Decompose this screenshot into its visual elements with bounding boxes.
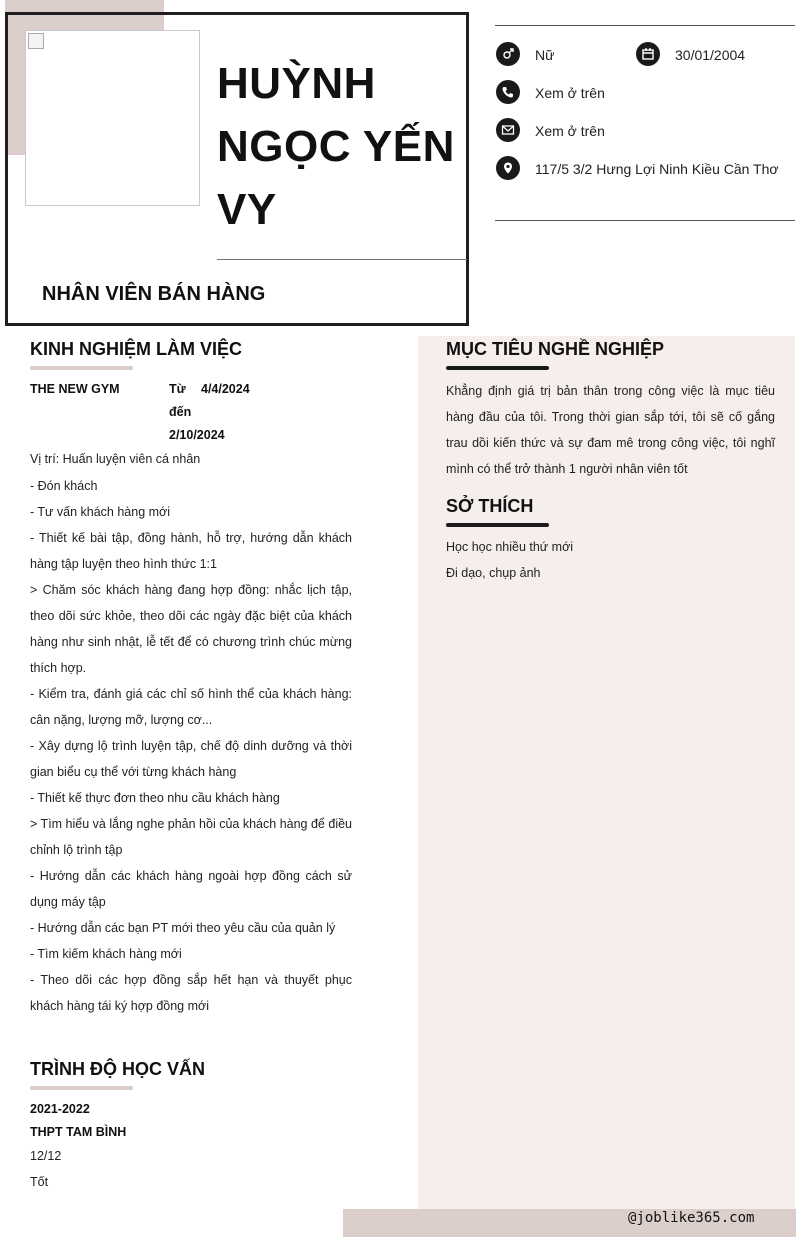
list-item: > Chăm sóc khách hàng đang hợp đồng: nhắc lịch tập, theo dõi sức khỏe, theo dõi các ngày đặc biệt của khách hàng như sinh nhật, lễ tết để có chương trình chúc mừng thích hợp. [30, 583, 352, 675]
objective-title: MỤC TIÊU NGHỀ NGHIỆP [446, 339, 665, 359]
birthday-value: 30/01/2004 [675, 47, 746, 63]
section-underline [30, 366, 133, 370]
date-to: 2/10/2024 [169, 428, 225, 442]
list-item: - Thiết kế bài tập, đồng hành, hỗ trợ, hướng dẫn khách hàng tập luyện theo hình thức 1:1 [30, 531, 352, 571]
list-item: - Tư vấn khách hàng mới [30, 505, 171, 519]
section-underline [446, 366, 549, 370]
calendar-icon [636, 42, 660, 66]
hobbies-title: SỞ THÍCH [446, 496, 534, 516]
school-name: THPT TAM BÌNH [30, 1125, 127, 1139]
gender-value: Nữ [535, 47, 555, 63]
education-title: TRÌNH ĐỘ HỌC VẤN [30, 1059, 205, 1079]
divider [495, 25, 795, 26]
position: Vị trí: Huấn luyện viên cá nhân [30, 452, 201, 466]
list-item: - Hướng dẫn các khách hàng ngoài hợp đồng cách sử dụng máy tập [30, 869, 352, 909]
hobby-item: Đi dạo, chụp ảnh [446, 566, 541, 580]
gender-icon [496, 42, 520, 66]
email-value: Xem ở trên [535, 123, 605, 139]
location-icon [496, 156, 520, 180]
divider [495, 220, 795, 221]
phone-value: Xem ở trên [535, 85, 605, 101]
experience-title: KINH NGHIỆM LÀM VIỆC [30, 339, 243, 359]
section-underline [446, 523, 549, 527]
job-title: NHÂN VIÊN BÁN HÀNG [42, 283, 266, 305]
list-item: - Xây dựng lộ trình luyện tập, chế độ dinh dưỡng và thời gian biểu cụ thể với từng khách hàng [30, 739, 352, 779]
date-from-label: Từ [169, 382, 186, 396]
email-icon [496, 118, 520, 142]
section-underline [30, 1086, 133, 1090]
hobby-item: Học học nhiều thứ mới [446, 540, 574, 554]
date-from: 4/4/2024 [201, 382, 250, 396]
footer-watermark: @joblike365.com [628, 1210, 755, 1226]
list-item: - Thiết kế thực đơn theo nhu cầu khách hàng [30, 791, 280, 805]
date-to-label: đến [169, 405, 192, 419]
list-item: - Hướng dẫn các bạn PT mới theo yêu cầu của quản lý [30, 921, 336, 935]
phone-icon [496, 80, 520, 104]
list-item: > Tìm hiểu và lắng nghe phản hồi của khách hàng để điều chỉnh lộ trình tập [30, 817, 352, 857]
list-item: - Tìm kiếm khách hàng mới [30, 947, 182, 961]
experience-list [30, 473, 352, 1019]
education-years: 2021-2022 [30, 1102, 90, 1116]
candidate-name: HUỲNH NGỌC YẾN VY [217, 59, 455, 234]
objective-text: Khẳng định giá trị bản thân trong công việc là mục tiêu hàng đầu của tôi. Trong thời gian sắp tới, tôi sẽ cố gắng trau dồi kiến thức và sự đam mê trong công việc, tôi nghĩ mình có thể trở thành 1 người nhân viên tốt [446, 384, 775, 476]
list-item: - Theo dõi các hợp đồng sắp hết hạn và thuyết phục khách hàng tái ký hợp đồng mới [30, 973, 352, 1013]
education-grade: 12/12 [30, 1149, 62, 1163]
list-item: - Đón khách [30, 479, 98, 493]
address-value: 117/5 3/2 Hưng Lợi Ninh Kiều Cần Thơ [535, 161, 779, 177]
list-item: - Kiểm tra, đánh giá các chỉ số hình thể của khách hàng: cân nặng, lượng mỡ, lượng cơ... [30, 687, 352, 727]
divider [217, 259, 467, 260]
company-name: THE NEW GYM [30, 382, 120, 396]
education-result: Tốt [30, 1175, 49, 1189]
